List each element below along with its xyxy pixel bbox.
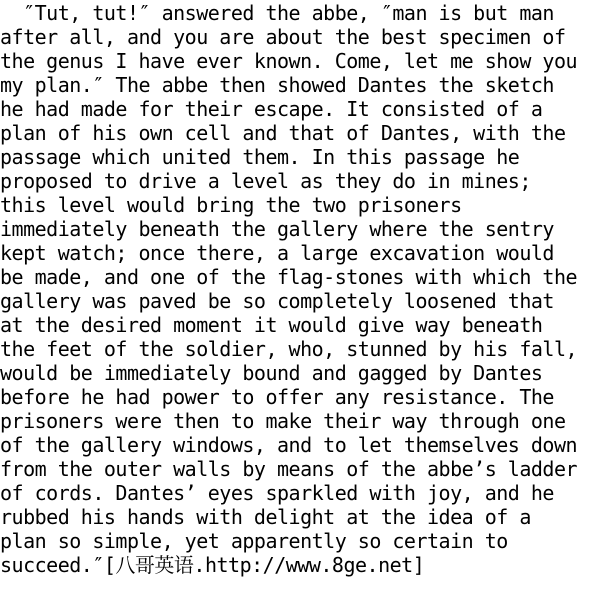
text-line: gallery was paved be so completely loosened that <box>0 289 554 313</box>
text-line: immediately beneath the gallery where the sentry <box>0 217 554 241</box>
text-line: before he had power to offer any resistance. The <box>0 385 554 409</box>
text-line: be made, and one of the flag-stones with which the <box>0 265 578 289</box>
text-line: from the outer walls by means of the abbe’s ladder <box>0 457 578 481</box>
text-line: the feet of the soldier, who, stunned by his fall, <box>0 337 578 361</box>
text-line: of cords. Dantes’ eyes sparkled with joy, and he <box>0 481 554 505</box>
text-line: my plan.″ The abbe then showed Dantes the sketch <box>0 73 554 97</box>
text-line: plan so simple, yet apparently so certain to <box>0 529 508 553</box>
text-line: succeed.″[八哥英语.http://www.8ge.net] <box>0 553 425 577</box>
text-line: kept watch; once there, a large excavation would <box>0 241 554 265</box>
body-text <box>0 1 600 577</box>
text-line: after all, and you are about the best specimen of <box>0 25 566 49</box>
text-line: the genus I have ever known. Come, let me show you <box>0 49 578 73</box>
text-line: at the desired moment it would give way beneath <box>0 313 543 337</box>
text-line: of the gallery windows, and to let themselves down <box>0 433 578 457</box>
text-line: prisoners were then to make their way through one <box>0 409 566 433</box>
text-line: plan of his own cell and that of Dantes, with the <box>0 121 566 145</box>
text-line: ″Tut, tut!″ answered the abbe, ″man is but man <box>0 1 554 25</box>
text-line: would be immediately bound and gagged by Dantes <box>0 361 543 385</box>
text-line: passage which united them. In this passage he <box>0 145 520 169</box>
text-line: this level would bring the two prisoners <box>0 193 462 217</box>
text-line: rubbed his hands with delight at the idea of a <box>0 505 531 529</box>
text-line: he had made for their escape. It consisted of a <box>0 97 543 121</box>
text-line: proposed to drive a level as they do in mines; <box>0 169 531 193</box>
